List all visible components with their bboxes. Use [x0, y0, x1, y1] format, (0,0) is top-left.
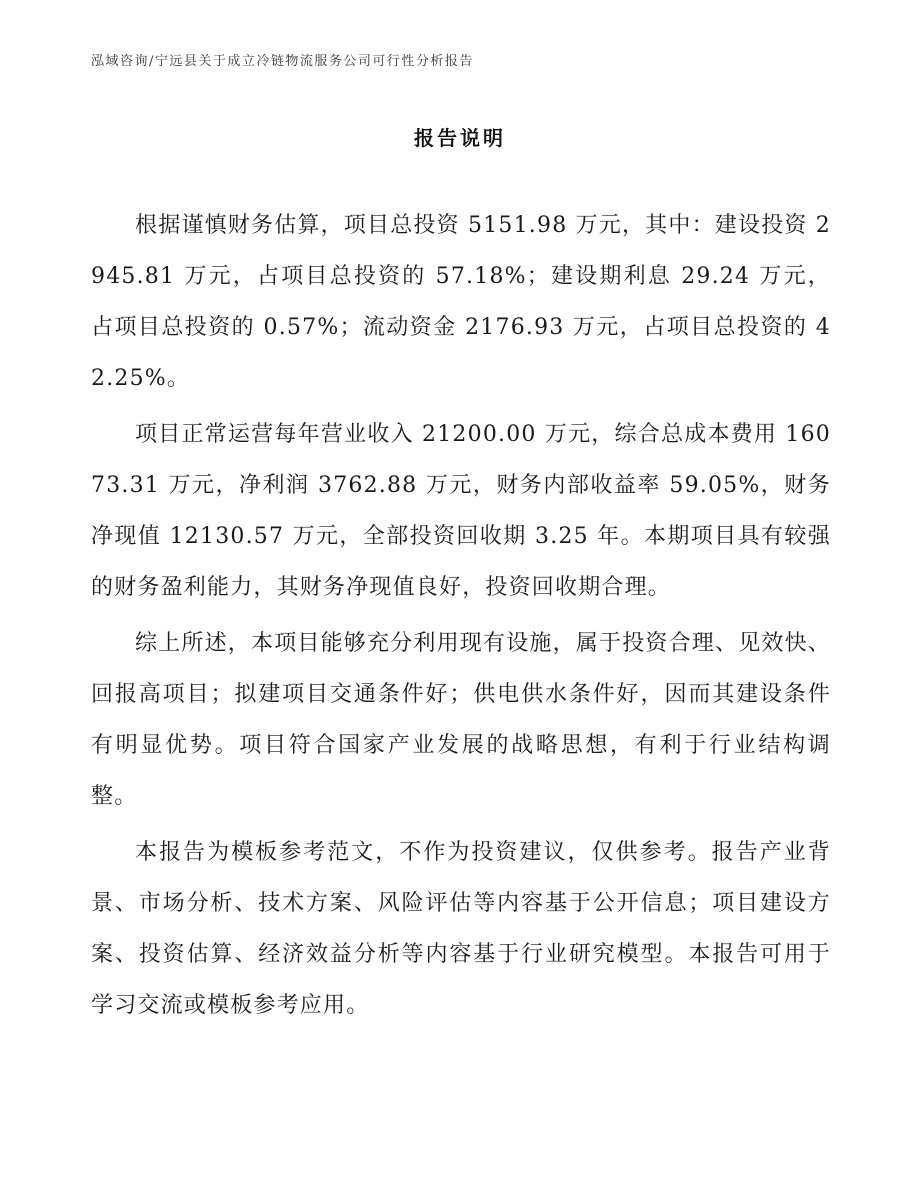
running-header: 泓域咨询/宁远县关于成立冷链物流服务公司可行性分析报告 [91, 54, 474, 69]
paragraph-financials: 项目正常运营每年营业收入 21200.00 万元，综合总成本费用 16073.31 万元，净利润 3762.88 万元，财务内部收益率 59.05%，财务净现值 12130.57 万元，全部投资回收期 3.25 年。本期项目具有较强的财务盈利能力，其财务净现值良好，投资回收期合理。 [91, 422, 831, 600]
report-body [91, 200, 831, 1036]
paragraph-conclusion: 综上所述，本项目能够充分利用现有设施，属于投资合理、见效快、回报高项目；拟建项目交通条件好；供电供水条件好，因而其建设条件有明显优势。项目符合国家产业发展的战略思想，有利于行业结构调整。 [91, 631, 832, 809]
paragraph-disclaimer: 本报告为模板参考范文，不作为投资建议，仅供参考。报告产业背景、市场分析、技术方案、风险评估等内容基于公开信息；项目建设方案、投资估算、经济效益分析等内容基于行业研究模型。本报告可用于学习交流或模板参考应用。 [91, 840, 831, 1018]
paragraph-investment: 根据谨慎财务估算，项目总投资 5151.98 万元，其中：建设投资 2945.81 万元，占项目总投资的 57.18%；建设期利息 29.24 万元，占项目总投资的 0.57%；流动资金 2176.93 万元，占项目总投资的 42.25%。 [91, 213, 831, 391]
page-title: 报告说明 [414, 126, 506, 150]
